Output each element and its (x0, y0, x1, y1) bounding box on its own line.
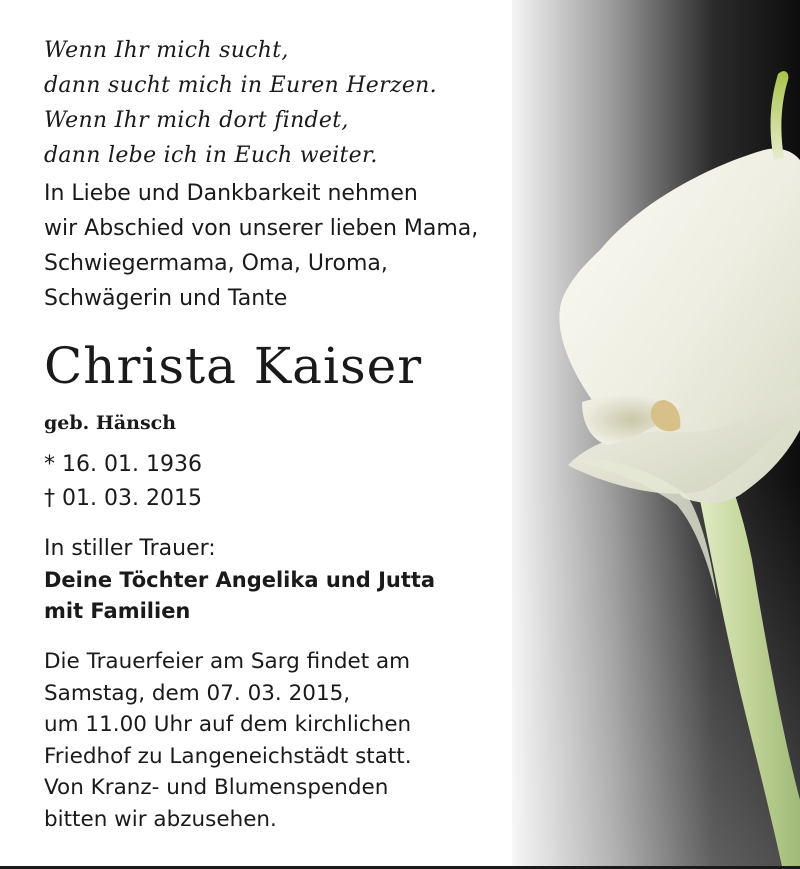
ceremony-line: Samstag, dem 07. 03. 2015, (44, 680, 351, 706)
mourners-line: Deine Töchter Angelika und Jutta (44, 568, 436, 592)
poem-line: dann sucht mich in Euren Herzen. (44, 73, 437, 98)
intro-line: Schwiegermama, Oma, Uroma, (44, 251, 388, 276)
death-date: † 01. 03. 2015 (44, 486, 202, 511)
poem-line: dann lebe ich in Euch weiter. (44, 143, 378, 168)
life-dates (44, 448, 202, 516)
ceremony-line: Die Trauerfeier am Sarg findet am (44, 649, 411, 674)
ceremony-details (44, 646, 412, 835)
poem-line: Wenn Ihr mich sucht, (44, 38, 289, 63)
mourning-label: In stiller Trauer: (44, 536, 216, 561)
intro-line: Schwägerin und Tante (44, 286, 288, 311)
ceremony-line: bitten wir abzusehen. (44, 806, 277, 832)
poem (44, 33, 437, 173)
mourners (44, 565, 435, 627)
farewell-intro (44, 176, 478, 316)
birth-date: * 16. 01. 1936 (44, 452, 202, 477)
ceremony-line: Von Kranz- und Blumenspenden (44, 775, 389, 800)
mourners-line: mit Familien (44, 599, 191, 623)
ceremony-line: Friedhof zu Langeneichstädt statt. (44, 743, 412, 769)
intro-line: In Liebe und Dankbarkeit nehmen (44, 181, 418, 206)
ceremony-line: um 11.00 Uhr auf dem kirchlichen (44, 712, 412, 737)
maiden-name: geb. Hänsch (44, 412, 177, 434)
intro-line: wir Abschied von unserer lieben Mama, (44, 216, 479, 241)
deceased-name: Christa Kaiser (44, 337, 423, 395)
poem-line: Wenn Ihr mich dort findet, (44, 108, 349, 133)
calla-lily-icon (512, 0, 800, 866)
calla-lily-image (512, 0, 800, 866)
